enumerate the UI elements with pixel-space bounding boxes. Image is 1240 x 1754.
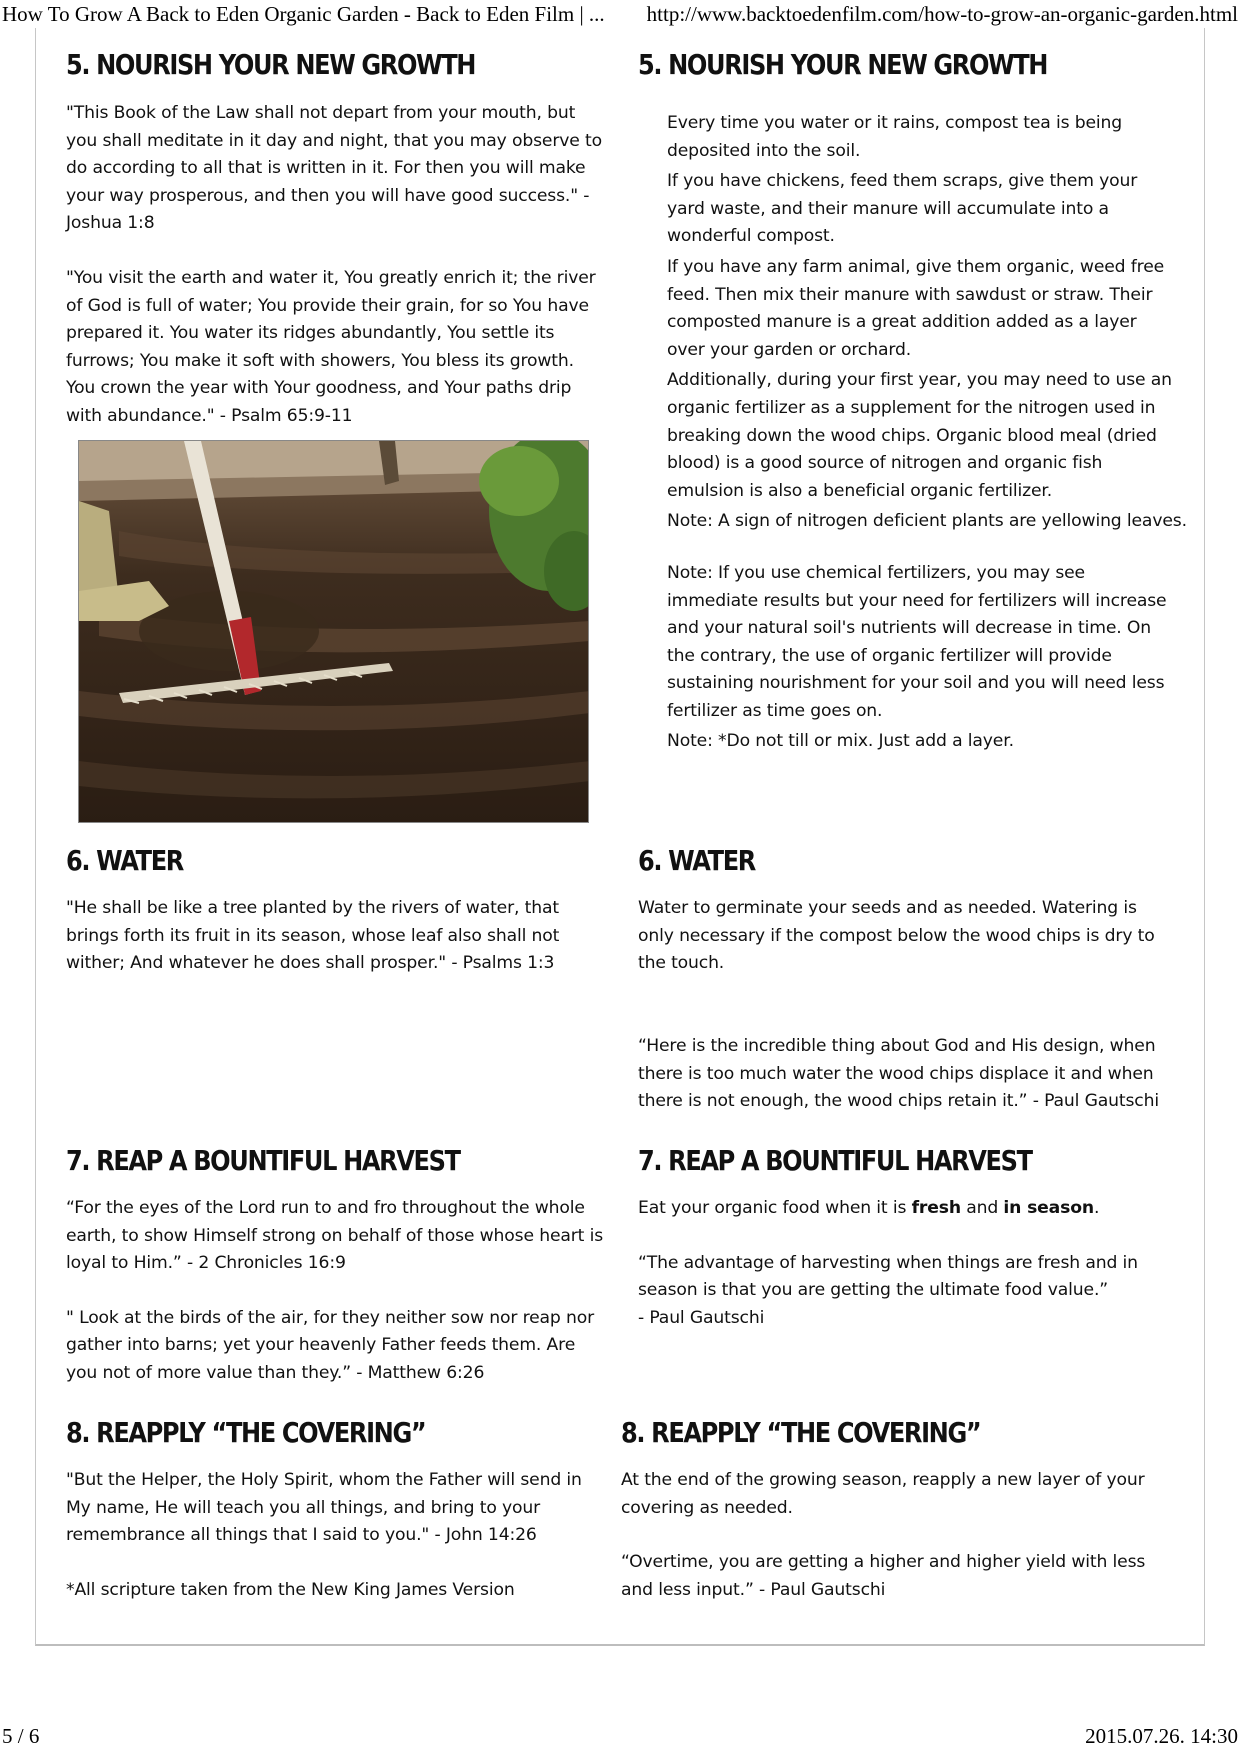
instruction-eat-fresh-a: Eat your organic food when it is xyxy=(638,1198,912,1218)
instruction-eat-fresh-bold-1: fresh xyxy=(911,1198,961,1218)
instruction-fertilizer: Additionally, during your first year, you may need to use an organic fertilizer as a supplement for the nitrogen used in breaking down the wood chips. Organic blood meal (dried blood) is a good source of nitrogen and organic fish emulsion is also a beneficial organic fertilizer. xyxy=(667,370,1172,501)
section5-instructions xyxy=(667,110,1187,756)
quote-gautschi-harvest: “The advantage of harvesting when things are fresh and in season is that you are getting the ultimate food value.” xyxy=(638,1252,1138,1301)
print-header-title: How To Grow A Back to Eden Organic Garden - Back to Eden Film | ... xyxy=(2,2,605,26)
section5-right-heading: 5. NOURISH YOUR NEW GROWTH xyxy=(638,48,1048,81)
scripture-2-chronicles: “For the eyes of the Lord run to and fro throughout the whole earth, to show Himself strong on behalf of those whose heart is loyal to Him.” - 2 Chronicles 16:9 xyxy=(66,1198,604,1274)
scripture-joshua: "This Book of the Law shall not depart from your mouth, but you shall meditate in it day and night, that you may observe to do according to all that is written in it. For then you will make your way prosperous, and then you will have good success." - Joshua 1:8 xyxy=(66,103,602,234)
print-footer xyxy=(0,1724,1240,1754)
instruction-chickens: If you have chickens, feed them scraps, give them your yard waste, and their manure will accumulate into a wonderful compost. xyxy=(667,171,1138,247)
quote-gautschi-harvest-attribution: - Paul Gautschi xyxy=(638,1307,765,1328)
page-number: 5 / 6 xyxy=(2,1724,40,1748)
instruction-farm-animals: If you have any farm animal, give them organic, weed free feed. Then mix their manure with sawdust or straw. Their composted manure is a great addition added as a layer over your garden or orchard. xyxy=(667,256,1165,360)
section7-scripture xyxy=(66,1195,606,1388)
section8-right-heading: 8. REAPPLY “THE COVERING” xyxy=(621,1416,981,1449)
instruction-watering: Water to germinate your seeds and as needed. Watering is only necessary if the compost below the wood chips is dry to the touch. xyxy=(638,898,1155,974)
instruction-eat-fresh xyxy=(638,1195,1168,1223)
note-chemical-fertilizers: Note: If you use chemical fertilizers, you may see immediate results but your need for fertilizers will increase and your natural soil's nutrients will decrease in time. On the contrary, the use of organic fertilizer will provide sustaining nourishment for your soil and you will need less fertilizer as time goes on. xyxy=(667,562,1167,721)
print-header xyxy=(0,0,1240,30)
section6-right-heading: 6. WATER xyxy=(638,844,755,877)
section7-right-heading: 7. REAP A BOUNTIFUL HARVEST xyxy=(638,1144,1032,1177)
instruction-eat-fresh-d: . xyxy=(1093,1198,1100,1218)
instruction-compost-tea: Every time you water or it rains, compost tea is being deposited into the soil. xyxy=(667,113,1123,161)
scripture-john: "But the Helper, the Holy Spirit, whom the Father will send in My name, He will teach you all things, and bring to your remembrance all things that I said to you." - John 14:26 xyxy=(66,1470,582,1546)
scripture-psalm: "You visit the earth and water it, You greatly enrich it; the river of God is full of water; You provide their grain, for so You have prepared it. You water its ridges abundantly, You settle its furrows; You make it soft with showers, You bless its growth. You crown the year with Your goodness, and Your paths drip with abundance." - Psalm 65:9-11 xyxy=(66,267,596,426)
scripture-version-note: *All scripture taken from the New King James Version xyxy=(66,1579,515,1600)
quote-gautschi-water: “Here is the incredible thing about God and His design, when there is too much water the wood chips displace it and when there is not enough, the wood chips retain it.” - Paul Gautschi xyxy=(638,1036,1159,1112)
scripture-psalms-1-3: "He shall be like a tree planted by the rivers of water, that brings forth its fruit in its season, whose leaf also shall not wither; And whatever he does shall prosper." - Psalms 1:3 xyxy=(66,898,560,974)
note-do-not-till: Note: *Do not till or mix. Just add a layer. xyxy=(667,731,1014,752)
instruction-eat-fresh-c: and xyxy=(960,1198,1004,1218)
section8-instructions xyxy=(621,1467,1171,1604)
section6-instructions xyxy=(638,895,1168,978)
instruction-eat-fresh-bold-2: in season xyxy=(1003,1198,1094,1218)
section8-scripture xyxy=(66,1467,606,1604)
section7-left-heading: 7. REAP A BOUNTIFUL HARVEST xyxy=(66,1144,460,1177)
print-datetime: 2015.07.26. 14:30 xyxy=(1085,1724,1238,1748)
print-header-url: http://www.backtoedenfilm.com/how-to-grow-an-organic-garden.html xyxy=(646,2,1238,26)
section6-left-heading: 6. WATER xyxy=(66,844,183,877)
note-nitrogen: Note: A sign of nitrogen deficient plants are yellowing leaves. xyxy=(667,511,1187,532)
section7-instructions xyxy=(638,1195,1168,1332)
scripture-matthew: " Look at the birds of the air, for they neither sow nor reap nor gather into barns; yet your heavenly Father feeds them. Are you not of more value than they.” - Matthew 6:26 xyxy=(66,1307,595,1383)
instruction-reapply: At the end of the growing season, reapply a new layer of your covering as needed. xyxy=(621,1470,1145,1518)
garden-rake-photo xyxy=(78,440,589,823)
section5-scripture xyxy=(66,100,606,431)
section6-quote xyxy=(638,1033,1168,1116)
section8-left-heading: 8. REAPPLY “THE COVERING” xyxy=(66,1416,426,1449)
section6-scripture xyxy=(66,895,606,978)
section5-left-heading: 5. NOURISH YOUR NEW GROWTH xyxy=(66,48,476,81)
quote-gautschi-yield: “Overtime, you are getting a higher and higher yield with less and less input.” - Paul Gautschi xyxy=(621,1552,1146,1600)
